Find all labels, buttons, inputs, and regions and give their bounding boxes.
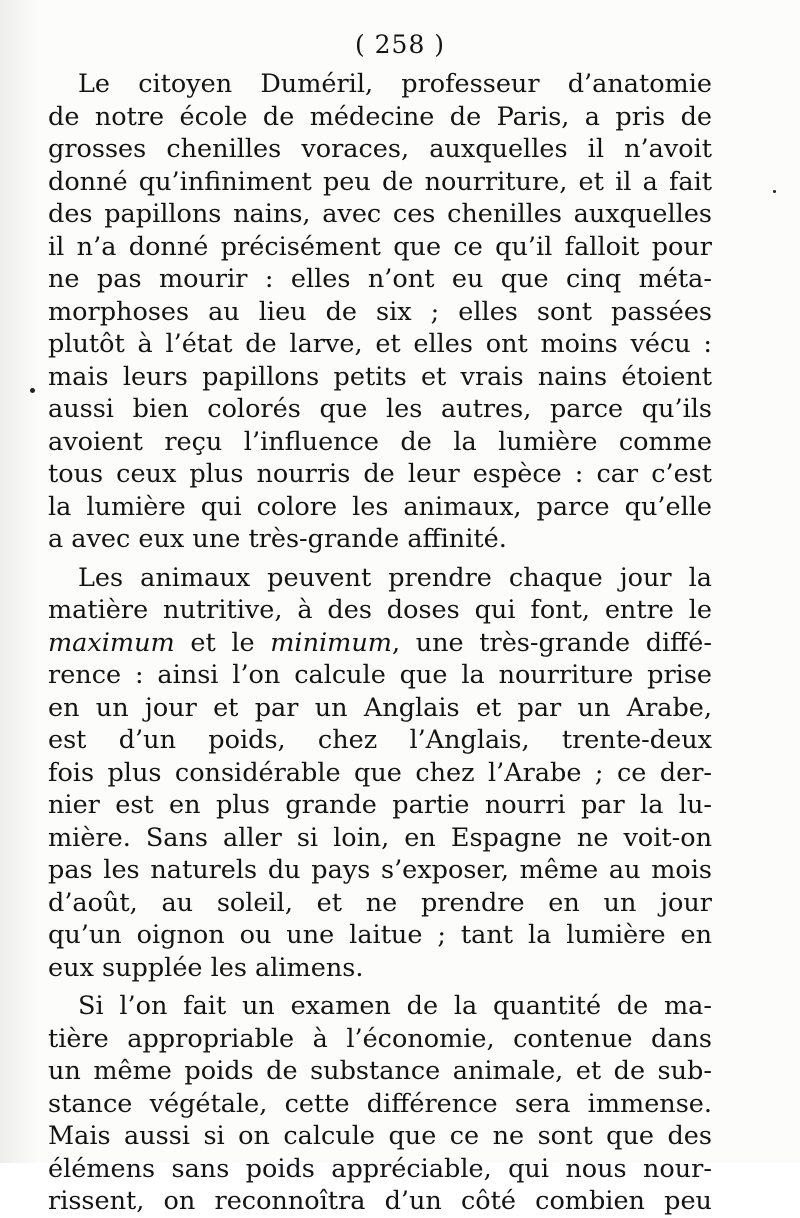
italic-term: minimum (270, 627, 392, 658)
text-line: un même poids de substance animale, et de sub- (48, 1056, 712, 1086)
paragraph-2 (48, 562, 712, 985)
text-line: tière appropriable à l’économie, contenue dans (48, 1023, 712, 1054)
text-line: rissent, on reconnoîtra d’un côté combien peu (48, 1186, 712, 1216)
ink-speck (30, 388, 35, 393)
text-line: d’août, au soleil, et ne prendre en un jour (48, 887, 712, 918)
text-fragment: et le (174, 627, 271, 658)
text-line: stance végétale, cette différence sera immense. (48, 1088, 712, 1119)
text-line: plutôt à l’état de larve, et elles ont moins vécu : (48, 329, 712, 359)
text-line: Les animaux peuvent prendre chaque jour la (78, 562, 712, 593)
text-line: Mais aussi si on calcule que ce ne sont que des (48, 1121, 712, 1151)
text-line: Le citoyen Duméril, professeur d’anatomie (78, 69, 712, 99)
text-line: fois plus considérable que chez l’Arabe ; ce der- (48, 757, 712, 788)
text-line: en un jour et par un Anglais et par un Arabe, (48, 692, 712, 723)
text-line: tous ceux plus nourris de leur espèce : car c’est (48, 459, 712, 489)
text-line: des papillons nains, avec ces chenilles auxquelles (48, 199, 712, 229)
paragraph-3 (48, 990, 712, 1218)
text-fragment: , une très-grande diffé- (391, 627, 713, 658)
text-line: donné qu’infiniment peu de nourriture, et il a fait (48, 166, 712, 197)
body-text (48, 68, 712, 1218)
text-line: pas les naturels du pays s’exposer, même au mois (48, 855, 712, 885)
text-line: matière nutritive, à des doses qui font, entre le (48, 595, 712, 625)
text-line: rence : ainsi l’on calcule que la nourriture prise (48, 660, 712, 690)
text-line: aussi bien colorés que les autres, parce qu’ils (48, 394, 712, 424)
text-line: avoient reçu l’influence de la lumière comme (48, 426, 712, 457)
italic-term: maximum (48, 627, 175, 658)
text-line: ne pas mourir : elles n’ont eu que cinq méta- (48, 264, 712, 294)
text-line: il n’a donné précisément que ce qu’il falloit pour (48, 231, 712, 262)
text-line: qu’un oignon ou une laitue ; tant la lumière en (48, 920, 712, 950)
text-line: mais leurs papillons petits et vrais nains étoient (48, 361, 712, 392)
page-number: ( 258 ) (354, 30, 446, 59)
text-line: élémens sans poids appréciable, qui nous nour- (48, 1153, 712, 1184)
text-line: est d’un poids, chez l’Anglais, trente-deux (48, 725, 712, 755)
text-line: nier est en plus grande partie nourri par la lu- (48, 790, 712, 820)
text-line: mière. Sans aller si loin, en Espagne ne voit-on (48, 822, 712, 853)
text-line: Si l’on fait un examen de la quantité de ma- (78, 991, 712, 1021)
ink-speck (773, 190, 776, 193)
text-line-with-italics (48, 627, 712, 660)
text-line: la lumière qui colore les animaux, parce qu’elle (48, 491, 712, 522)
text-line: morphoses au lieu de six ; elles sont passées (48, 296, 712, 327)
paragraph-1 (48, 68, 712, 556)
text-line: de notre école de médecine de Paris, a pris de (48, 101, 712, 132)
text-line: a avec eux une très-grande affinité. (48, 524, 507, 554)
text-line: eux supplée les alimens. (48, 952, 364, 983)
text-line: grosses chenilles voraces, auxquelles il n’avoit (48, 134, 712, 164)
